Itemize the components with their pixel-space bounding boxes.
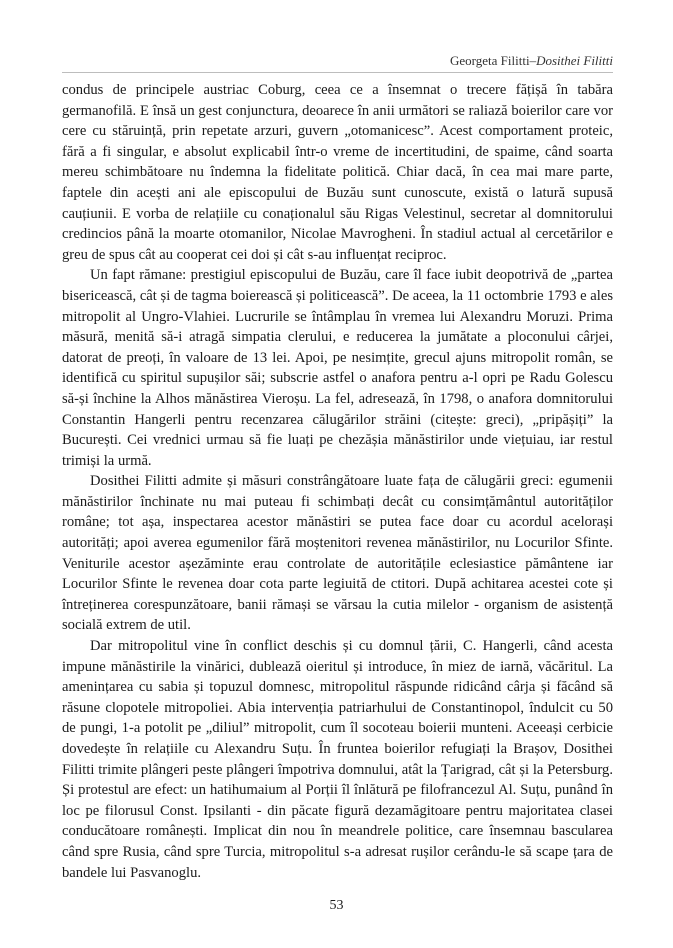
paragraph-4: Dar mitropolitul vine în conflict deschis și cu domnul țării, C. Hangerli, când acesta impune mănăstirile la vinărici, dublează oieritul și introduce, în miez de iarnă, văcăritul. La amenințarea cu sabia și topuzul domnesc, mitropolitul răspunde ridicând cârja și făcând să răsune clopotele mitropoliei. Abia intervenția patriarhului de Constantinopol, îndulcit cu 50 de pungi, 1-a potolit pe „diliul” mitropolit, cum îl socoteau boierii munteni. Aceeași cerbicie dovedește în relațiile cu Alexandru Suțu. În fruntea boierilor refugiați la Brașov, Dosithei Filitti trimite plângeri peste plângeri împotriva domnului, atât la Țarigrad, cât și la Petersburg. Și protestul are efect: un hatihumaium al Porții îl înlătură pe filofrancezul Al. Suțu, punând în loc pe filorusul Const. Ipsilanti - din păcate figură dezamăgitoare pentru majoritatea clasei conducătoare românești. Implicat din nou în meandrele politice, care însemnau bascularea când spre Rusia, când spre Turcia, mitropolitul s-a adresat rușilor cerându-le să scape țara de bandele lui Pasvanoglu.: [62, 638, 613, 881]
paragraph-1: condus de principele austriac Coburg, ceea ce a însemnat o trecere fățișă în tabăra germanofilă. E însă un gest conjunctura, deoarece în anii următori se raliază boierilor care vor cere cu stăruință, prin repetate arzuri, guvern „otomanicesc”. Acest comportament proteic, fără a fi singular, e absolut explicabil într-o vreme de incertitudini, de spaime, când soarta mereu schimbătoare nu îndemna la fidelitate politică. Chiar dacă, în cea mai mare parte, faptele din acești ani ale episcopului de Buzău sunt cunoscute, există o latură supusă cauțiunii. E vorba de relațiile cu conaționalul său Rigas Velestinul, secretar al domnitorului credincios până la moarte otomanilor, Nicolae Mavrogheni. În stadiul actual al cercetărilor e greu de spus cât au cooperat cei doi și cât s-au influențat reciproc.: [62, 82, 613, 263]
header-rule: [62, 72, 613, 73]
page-number: 53: [329, 898, 344, 913]
running-header: [450, 53, 613, 69]
header-title: Dosithei Filitti: [536, 53, 613, 68]
header-separator: –: [529, 53, 537, 68]
paragraph-3: Dosithei Filitti admite și măsuri constrângătoare luate fața de călugării greci: egumenii mănăstirilor închinate nu mai puteau fi schimbați decât cu consimțământul autorităților române; tot așa, inspectarea acestor mănăstiri se putea face doar cu acordul acelorași autorități; apoi averea egumenilor fără moștenitori revenea mănăstirilor, nu Locurilor Sfinte. Veniturile acestor așezăminte erau controlate de autoritățile eclesiastice pământene iar Locurilor Sfinte le revenea doar cota parte legiuită de ctitori. După achitarea acestei cote și întreținerea corespunzătoare, banii rămași se vărsau la cutia milelor - organism de asistență socială extrem de util.: [62, 473, 613, 634]
paragraph-2: Un fapt rămane: prestigiul episcopului de Buzău, care îl face iubit deopotrivă de „partea bisericească, cât și de tagma boierească și politicească”. De aceea, la 11 octombrie 1793 e ales mitropolit al Ungro-Vlahiei. Lucrurile se întâmplau în vremea lui Alexandru Moruzi. Prima măsură, menită să-i atragă simpatia clerului, e reducerea la jumătate a ploconului cârjei, datorat de preoți, în valoare de 13 lei. Apoi, pe nesimțite, grecul ajuns mitropolit român, se identifică cu spiritul supușilor săi; subscrie astfel o anafora pentru a-l opri pe Radu Golescu să-și închine la Alhos mănăstirea Vieroșu. La fel, adresează, în 1798, o anafora domnitorului Constantin Hangerli pentru recenzarea călugărilor străini (citește: greci), „pripășiți” la București. Cei vrednici urmau să fie luați pe chezășia mănăstirilor unde viețuiau, iar restul trimiși la urmă.: [62, 267, 613, 469]
body-text: [62, 80, 613, 883]
header-author: Georgeta Filitti: [450, 53, 530, 68]
